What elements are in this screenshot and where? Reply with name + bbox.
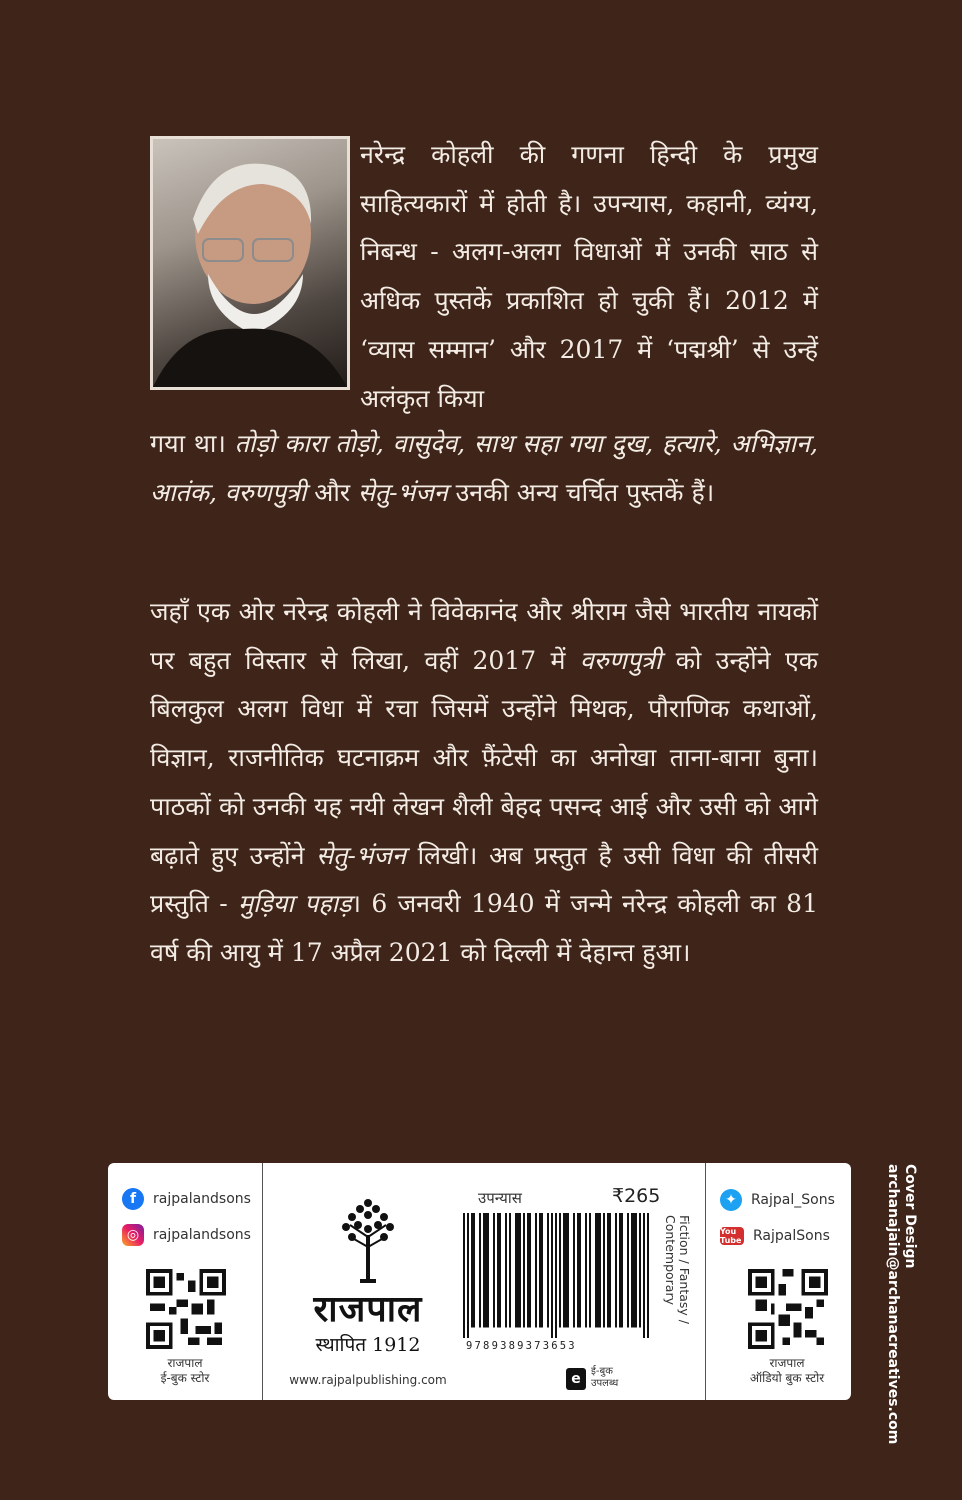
qr-caption-audiobook-store <box>722 1356 852 1386</box>
youtube-handle: RajpalSons <box>753 1228 830 1244</box>
qr-code-ebook-store[interactable] <box>146 1269 226 1349</box>
qr-caption-line: राजपाल <box>769 1356 805 1370</box>
isbn-number: 9789389373653 <box>466 1340 577 1352</box>
divider <box>705 1163 706 1400</box>
bio-paragraph-continued <box>150 420 818 517</box>
publisher-panel <box>108 1163 851 1400</box>
book-title: सेतु-भंजन <box>316 840 406 870</box>
bio-text-beside-photo: नरेन्द्र कोहली की गणना हिन्दी के प्रमुख साहित्यकारों में होती है। उपन्यास, कहानी, व्यंग्य, निबन्ध - अलग-अलग विधाओं में उनकी साठ से अधिक पुस्तकें प्रकाशित हो चुकी हैं। 2012 में ‘व्यास सम्मान’ और 2017 में ‘पद्मश्री’ से उन्हें अलंकृत किया <box>360 140 818 413</box>
qr-code-audiobook-store[interactable] <box>748 1269 828 1349</box>
description-text: को उन्होंने एक बिलकुल अलग विधा में रचा जिसमें उन्होंने मिथक, पौराणिक कथाओं, विज्ञान, राजनीतिक घटनाक्रम और फ़ैंटेसी का अनोखा ताना-बाना बुना। पाठकों को उनकी यह नयी लेखन शैली बेहद पसन्द आई और उसी को आगे बढ़ाते हुए उन्होंने <box>150 645 818 870</box>
credit-label: Cover Design <box>902 1164 918 1269</box>
bio-text: उनकी अन्य चर्चित पुस्तकें हैं। <box>455 477 715 507</box>
youtube-icon: You Tube <box>720 1227 744 1245</box>
genre-english: Fiction / Fantasy / Contemporary <box>663 1215 692 1325</box>
bio-text: और <box>314 477 351 507</box>
twitter-link[interactable] <box>720 1189 835 1211</box>
ebook-line: ई-बुक <box>591 1366 613 1377</box>
ebook-icon: e <box>566 1368 586 1390</box>
description-text: । 6 जनवरी 1940 में जन्मे नरेन्द्र कोहली का 81 वर्ष की आयु में 17 अप्रैल 2021 को दिल्ली में देहान्त हुआ। <box>150 889 818 967</box>
facebook-handle: rajpalandsons <box>153 1191 251 1207</box>
qr-caption-ebook-store <box>120 1356 250 1386</box>
ebook-available <box>591 1366 618 1390</box>
publisher-website[interactable]: www.rajpalpublishing.com <box>289 1373 447 1387</box>
book-title: मुड़िया पहाड़ <box>238 889 352 919</box>
description-text: लिखी। अब प्रस्तुत है उसी विधा की तीसरी प्रस्तुति - <box>150 840 818 919</box>
qr-caption-line: राजपाल <box>167 1356 203 1370</box>
instagram-handle: rajpalandsons <box>153 1227 251 1243</box>
bio-text: गया था। <box>150 429 226 458</box>
qr-caption-line: ई-बुक स्टोर <box>160 1371 210 1385</box>
facebook-link[interactable] <box>122 1188 251 1210</box>
youtube-link[interactable] <box>720 1227 830 1245</box>
instagram-icon: ◎ <box>122 1224 144 1246</box>
genre-hindi: उपन्यास <box>478 1189 522 1207</box>
book-title: वरुणपुत्री <box>579 645 662 675</box>
cover-design-credit <box>884 1164 918 1444</box>
twitter-icon: ✦ <box>720 1189 742 1211</box>
publisher-established: स्थापित 1912 <box>315 1334 421 1356</box>
qr-caption-line: ऑडियो बुक स्टोर <box>749 1371 825 1385</box>
publisher-name: राजपाल <box>313 1289 423 1330</box>
description-text: जहाँ एक ओर नरेन्द्र कोहली ने विवेकानंद और श्रीराम जैसे भारतीय नायकों पर बहुत विस्तार से लिखा, वहीं 2017 में <box>150 597 818 675</box>
book-titles: तोड़ो कारा तोड़ो, वासुदेव, साथ सहा गया दुख, हत्यारे, अभिज्ञान, आतंक, वरुणपुत्री <box>150 429 818 507</box>
bio-paragraph-beside-photo <box>360 131 818 423</box>
description-paragraph <box>150 588 818 978</box>
ebook-line: उपलब्ध <box>591 1378 619 1389</box>
credit-email[interactable]: archanajain@archanacreatives.com <box>885 1164 901 1445</box>
twitter-handle: Rajpal_Sons <box>751 1192 835 1208</box>
isbn-barcode <box>463 1213 653 1338</box>
price: ₹265 <box>612 1185 661 1207</box>
divider <box>262 1163 263 1400</box>
instagram-link[interactable] <box>122 1224 251 1246</box>
facebook-icon: f <box>122 1188 144 1210</box>
author-photo <box>150 136 350 390</box>
tree-logo-icon <box>336 1195 400 1287</box>
book-title: सेतु-भंजन <box>358 477 448 507</box>
